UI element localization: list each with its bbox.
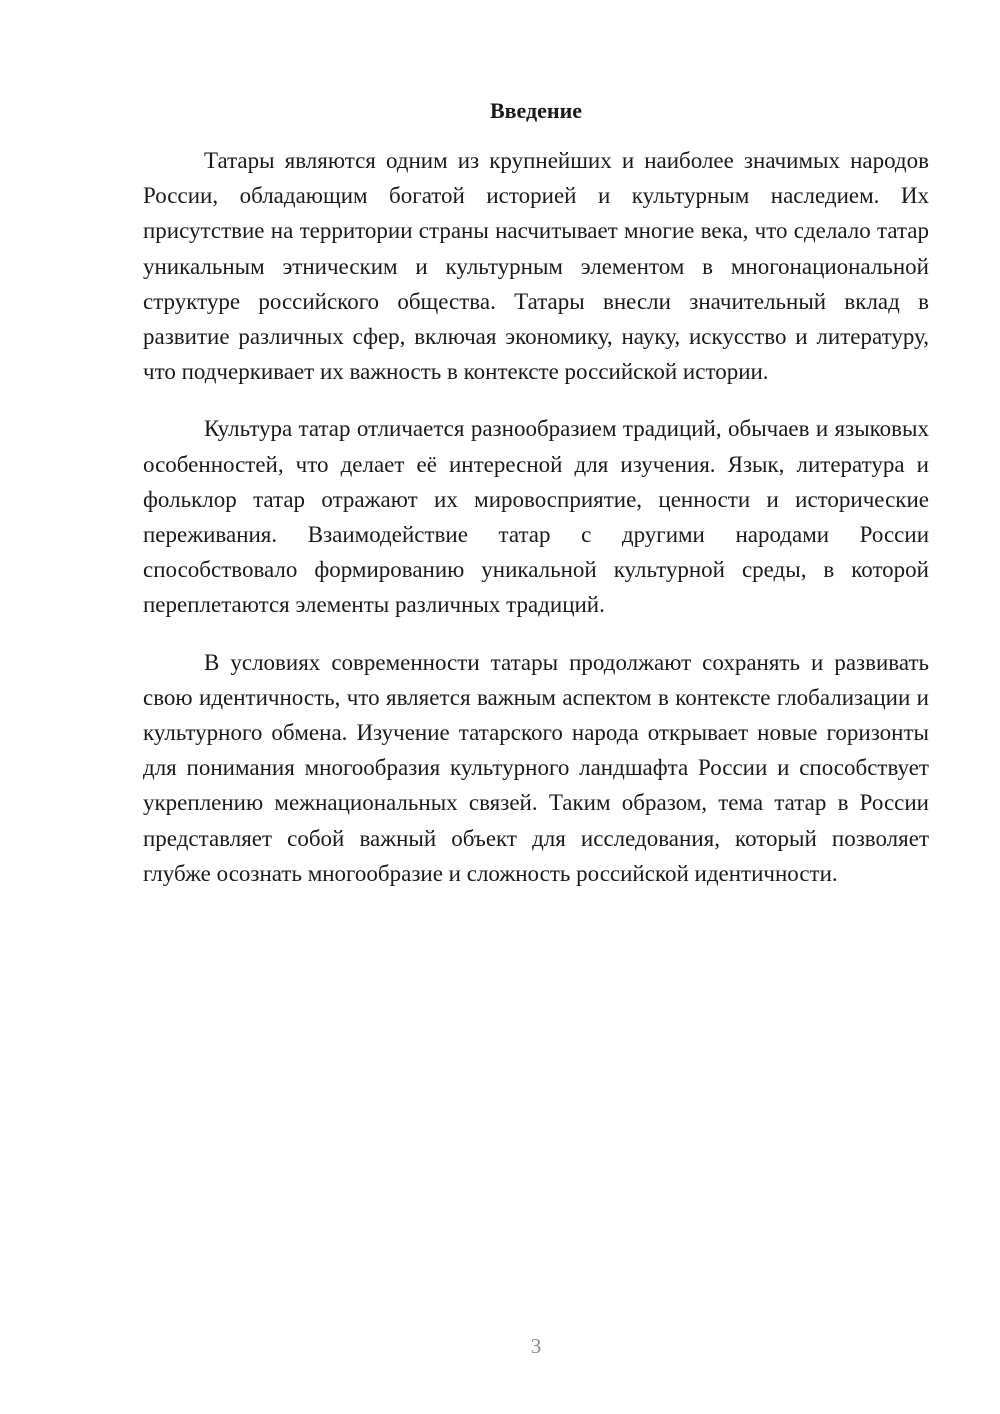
page-number: 3	[530, 1334, 542, 1358]
paragraph-1: Татары являются одним из крупнейших и наиболее значимых народов России, обладающим богатой историей и культурным наследием. Их присутствие на территории страны насчитывает многие века, что сделало татар уникальным этническим и культурным элементом в многонациональной структуре российского общества. Татары внесли значительный вклад в развитие различных сфер, включая экономику, науку, искусство и литературу, что подчеркивает их важность в контексте российской истории.	[143, 148, 929, 385]
section-heading: Введение	[489, 98, 583, 123]
body-text	[143, 143, 929, 891]
paragraph-3: В условиях современности татары продолжают сохранять и развивать свою идентичность, что является важным аспектом в контексте глобализации и культурного обмена. Изучение татарского народа открывает новые горизонты для понимания многообразия культурного ландшафта России и способствует укреплению межнациональных связей. Таким образом, тема татар в России представляет собой важный объект для исследования, который позволяет глубже осознать многообразие и сложность российской идентичности.	[143, 649, 929, 886]
paragraph-2: Культура татар отличается разнообразием традиций, обычаев и языковых особенностей, что делает её интересной для изучения. Язык, литература и фольклор татар отражают их мировосприятие, ценности и исторические переживания. Взаимодействие татар с другими народами России способствовало формированию уникальной культурной среды, в которой переплетаются элементы различных традиций.	[143, 416, 929, 618]
